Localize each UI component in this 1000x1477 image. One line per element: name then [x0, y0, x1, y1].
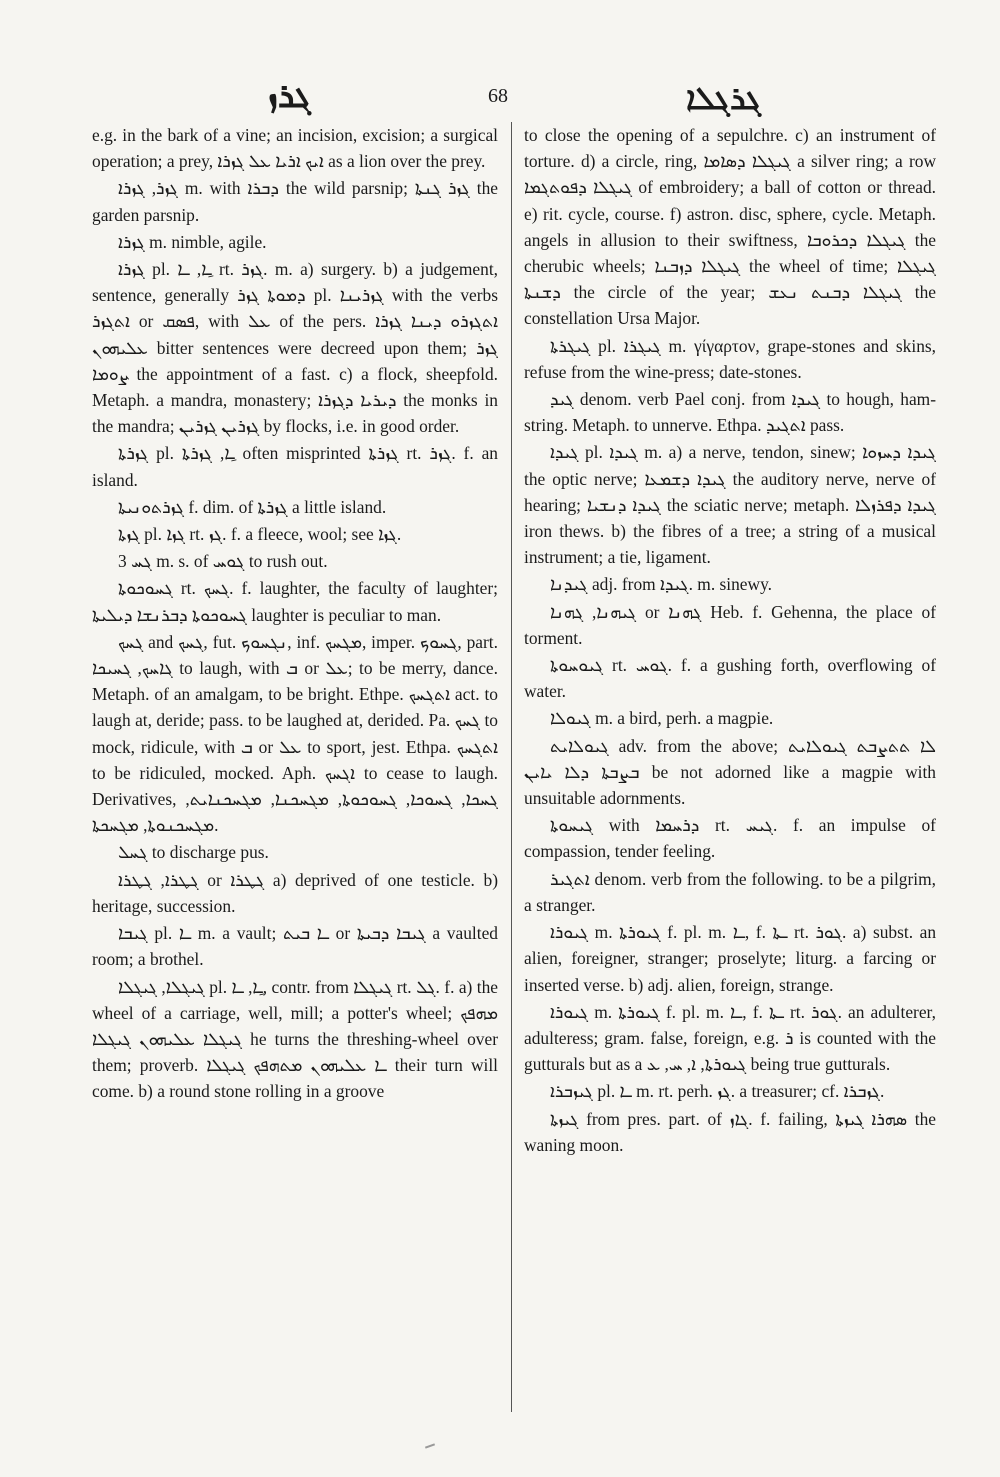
dictionary-entry: ܓܝܙܒܪܐ pl. ـܐ m. rt. perh. ܓܙ. a treasurer; cf. ܓܙܒܪܐ.: [550, 1081, 885, 1102]
dictionary-entry: ܓܙܪܐ pl. ـِܐ, ـܐ rt. ܓܙܪ. m. a) surgery. b) a judgement, sentence, generally ܕܡܘܬܐ ܓܙܪ pl. ܓܙܪܝܢܐ with the verbs ܐܬܓܙܪ or ܦܣܩ, with ܥܠ of the pers. ܐܬܓܙܪܘ ܕܝܢܐ ܓܙܪܐ ܥܠܝܗܘܢ bitter sentences were decreed upon them; ܓܙܪ ܨܘܡܐ the appointment of a fast. c) a flock, sheepfold. Metaph. a mandra, monastery; ܕܝܪܝܐ ܕܓܙܪܐ the monks in the mandra; ܓܙܪܝܢ ܓܙܪܝܢ by flocks, i.e. in good order.: [92, 259, 498, 437]
dictionary-entry: ܓܙܪܬܘܢܝܬܐ f. dim. of ܓܙܪܬܐ a little island.: [118, 496, 387, 517]
dictionary-entry: ܓܝܘܠܐ m. a bird, perh. a magpie.: [550, 708, 774, 729]
page-header: [0, 78, 1000, 118]
dictionary-entry: ܓܝܕܢܐ adj. from ܓܝܕܐ. m. sinewy.: [550, 574, 772, 595]
page-smudge: [425, 1443, 435, 1448]
dictionary-entry: ܓܝܕ denom. verb Pael conj. from ܓܝܕܐ to hough, ham-string. Metaph. to unnerve. Ethpa. ܐܬܓܝܕ pass.: [524, 389, 936, 436]
dictionary-entry: ܓܛܪܐ, ܓܛܪܐ or ܓܛܪܐ a) deprived of one testicle. b) heritage, succession.: [92, 869, 498, 916]
dictionary-entry: ܓܝܘܪܐ m. ܓܝܘܪܬܐ f. pl. m. ـܐ, f. ـܬܐ rt. ܓܘܪ. a) subst. an alien, foreigner, stranger; proselyte; liturg. a farcing or inserted verse. b) adj. alien, foreign, strange.: [524, 922, 936, 995]
entry-continuation: e.g. in the bark of a vine; an incision, excision; a surgical operation; a prey, ܐܝܟ ܐܪܝܐ ܥܠ ܓܙܪܐ as a lion over the prey.: [92, 125, 498, 172]
dictionary-entry: ܓܚ 3 m. s. of ܓܘܚ to rush out.: [118, 551, 328, 572]
dictionary-entry: ܓܝܘܠܐܝܬ adv. from the above; ܠܐ ܬܬܨܒܬ ܓܝܘܠܐܝܬ ܒܨܒܬܐ ܕܠܐ ܝܐܝܢ be not adorned like a magpie with unsuitable adornments.: [524, 735, 936, 809]
right-column: [524, 122, 936, 1412]
dictionary-entry: ܓܝܘܚܘܬܐ rt. ܓܘܚ. f. a gushing forth, overflowing of water.: [524, 655, 936, 702]
dictionary-entry: ܓܚܘܟܘܬܐ rt. ܓܚܟ. f. laughter, the faculty of laughter; ܓܚܘܟܘܬܐ ܕܒܪܢܫܐ ܕܝܠܝܬܐ laughter is peculiar to man.: [92, 578, 498, 625]
dictionary-entry: ܓܚܠ to discharge pus.: [118, 842, 269, 863]
dictionary-entry: ܓܝܘܪܐ m. ܓܝܘܪܬܐ f. pl. m. ـܐ, f. ـܬܐ rt. ܓܘܪ. an adulterer, adulteress; gram. false, foreign, e.g. ܪ is counted with the gutturals but as a ܓܝܘܪܬܐ, ܐ, ܚ, ܥ being true gutturals.: [524, 1001, 936, 1075]
dictionary-entry: ܓܝܙܬܐ from pres. part. of ܓܐܙ. f. failing, ܣܗܪܐ ܓܝܙܬܐ the waning moon.: [524, 1108, 936, 1155]
dictionary-entry: ܓܝܗܢܐ, ܓܗܢܐ or ܓܗܢܐ Heb. f. Gehenna, the place of torment.: [524, 601, 936, 648]
left-running-head: ܓܪܙ: [268, 76, 312, 116]
dictionary-entry: ܓܙܪܬܐ pl. ـِܐ, ܓܙܪܬܐ often misprinted ܓܙܪܬܐ rt. ܓܙܪ. f. an island.: [92, 443, 498, 490]
dictionary-entry: ܓܙܬܐ pl. ܓܙܐ rt. ܓܙ. f. a fleece, wool; see ܓܙܐ.: [118, 524, 402, 545]
dictionary-entry: ܓܝܕܐ pl. ܓܝܕܐ m. a) a nerve, tendon, sinew; ܓܝܕܐ ܕܚܙܘܐ the optic nerve; ܓܝܕܐ ܕܫܡܥܐ the auditory nerve, nerve of hearing; ܓܝܕܐ ܕܢܫܝܐ the sciatic nerve; metaph. ܓܝܕܐ ܕܦܪܙܠܐ iron thews. b) the fibres of a tree; a string of a musical instrument; a tie, ligament.: [524, 442, 936, 568]
dictionary-entry: ܓܝܓܠܐ, ܓܝܓܠܐ pl. ـِܐ, ـܐ, contr. from ܓܝܓܠܐ rt. ܓܠ. f. a) the wheel of a carriage, well, mill; a potter's wheel; ܡܗܦܟ ܓܝܓܠܐ ܥܠܝܗܘܢ ܓܝܓܠܐ he turns the threshing-wheel over them; proverb. ـܐ ܥܠܝܗܘܢ ܡܬܗܦܟ ܓܝܓܠܐ their turn will come. b) a round stone rolling in a groove: [92, 976, 498, 1102]
dictionary-entry: ܓܙܪܐ m. nimble, agile.: [118, 231, 267, 252]
column-divider: [511, 122, 512, 1412]
entry-continuation: to close the opening of a sepulchre. c) an instrument of torture. d) a circle, ring, ܓܝܓܠܐ ܕܣܐܡܐ a silver ring; a row ܓܝܓܠܐ ܕܦܘܬܓܡܐ of embroidery; a ball of cotton or thread. e) rit. cycle, course. f) astron. disc, sphere, cycle. Metaph. angels in allusion to their swiftness, ܓܝܓܠܐ ܕܟܪܘܒܐ the cherubic wheels; ܓܝܓܠܐ ܕܙܒܢܐ the wheel of time; ܓܝܓܠܐ ܕܫܢܬܐ the circle of the year; ܓܝܓܠܐ ܕܒܢܬ ܢܥܫ the constellation Ursa Major.: [524, 125, 936, 329]
dictionary-entry: ܓܝܒܐ pl. ـܐ m. a vault; ـܐ ܒܝܬ or ܓܝܒܐ ܕܒܝܬܐ a vaulted room; a brothel.: [92, 923, 498, 970]
left-column: [92, 122, 498, 1412]
dictionary-entry: ܓܝܚܘܬܐ with ܕܪܚܡܐ rt. ܓܝܚ. f. an impulse of compassion, tender feeling.: [524, 815, 936, 862]
dictionary-entry: ܐܬܓܝܪ denom. verb from the following. to be a pilgrim, a stranger.: [524, 868, 936, 915]
right-running-head: ܓܪܓܠܐ: [686, 79, 762, 117]
dictionary-entry: ܓܙܪ, ܓܙܪܐ m. with ܕܒܪܐ the wild parsnip; ܓܙܪ ܓܢܬܐ the garden parsnip.: [92, 178, 498, 225]
dictionary-entry: ܓܝܓܪܬܐ pl. ܓܝܓܪܐ m. γίγαρτον, grape-stones and skins, refuse from the wine-press; date-stones.: [524, 335, 936, 382]
dictionary-entry: ܓܚܟ and ܓܚܟ, fut. ܢܓܚܘܟ, inf. ܡܓܚܟ, imper. ܓܚܘܟ, part. ܓܐܚܟ, ܓܚܝܟܐ to laugh, with ܒ or ܥܠ; to be merry, dance. Metaph. of an amalgam, to be bright. Ethpe. ܐܬܓܚܟ act. to laugh at, deride; pass. to be laughed at, derided. Pa. ܓܚܟ to mock, ridicule, with ܒ or ܥܠ to sport, jest. Ethpa. ܐܬܓܚܟ to be ridiculed, mocked. Aph. ܐܓܚܟ to cease to laugh. Derivatives, ܓܚܟܐ, ܓܚܘܟܐ, ܓܚܘܟܘܬܐ, ܡܓܚܟܢܐ, ܡܓܚܟܢܐܝܬ, ܡܓܚܟܢܘܬܐ, ܡܓܚܟܬܐ.: [92, 631, 498, 836]
page-number: 68: [488, 85, 508, 107]
